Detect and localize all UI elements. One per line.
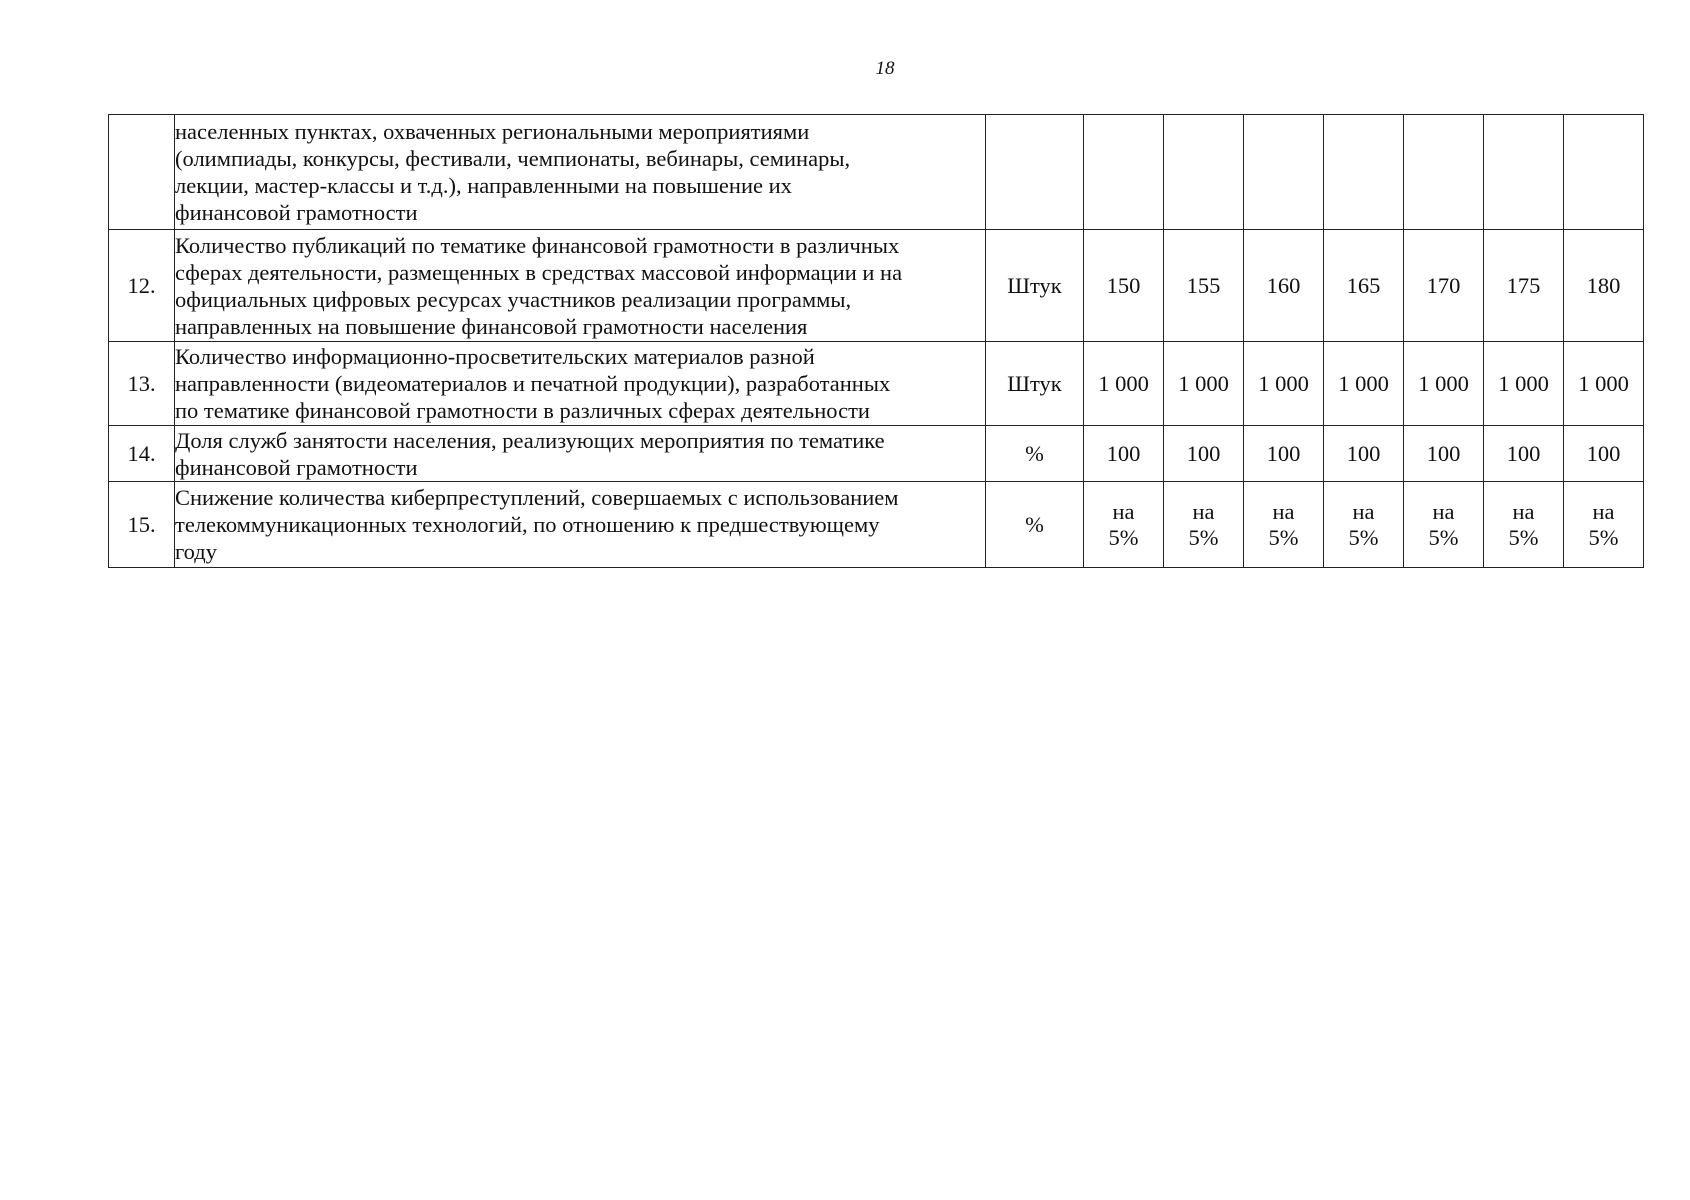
value-cell: 1 000 [1084,342,1164,426]
description-line: Количество публикаций по тематике финансовой грамотности в различных [175,232,900,258]
description-line: направленности (видеоматериалов и печатной продукции), разработанных [175,371,891,396]
indicator-description [175,426,986,482]
value-cell [1564,115,1644,230]
row-number: 14. [109,426,175,482]
value-cell: 100 [1244,426,1324,482]
row-number: 15. [109,482,175,568]
value-cell: 155 [1164,230,1244,342]
unit-cell: Штук [986,230,1084,342]
description-line: сферах деятельности, размещенных в средствах массовой информации и на [175,259,903,285]
table-row [109,342,1644,426]
value-line: на [1352,498,1375,524]
value-cell [1164,115,1244,230]
value-cell: 1 000 [1164,342,1244,426]
value-cell [1484,482,1564,568]
description-line: Снижение количества киберпреступлений, совершаемых с использованием [175,485,899,510]
page-number: 18 [875,58,895,79]
description-line: лекции, мастер-классы и т.д.), направленными на повышение их [175,173,792,198]
description-line: Доля служб занятости населения, реализующих мероприятия по тематике [175,427,885,453]
value-cell: 170 [1404,230,1484,342]
indicator-description [175,115,986,230]
value-cell: 100 [1324,426,1404,482]
indicators-table [108,114,1644,568]
unit-cell: Штук [986,342,1084,426]
value-cell: 165 [1324,230,1404,342]
value-cell: 150 [1084,230,1164,342]
description-line: (олимпиады, конкурсы, фестивали, чемпионаты, вебинары, семинары, [175,146,851,171]
description-line: направленных на повышение финансовой грамотности населения [175,313,808,339]
value-cell: 180 [1564,230,1644,342]
value-line: 5% [1508,524,1539,550]
description-line: телекоммуникационных технологий, по отношению к предшествующему [175,512,880,537]
value-line: на [1112,498,1135,524]
indicator-description [175,482,986,568]
value-cell: 100 [1484,426,1564,482]
value-line: на [1432,498,1455,524]
value-cell: 1 000 [1324,342,1404,426]
description-line: официальных цифровых ресурсах участников реализации программы, [175,286,852,312]
value-cell: 1 000 [1404,342,1484,426]
row-number: 13. [109,342,175,426]
unit-cell [986,115,1084,230]
value-cell: 100 [1404,426,1484,482]
table-row [109,230,1644,342]
value-line: 5% [1428,524,1459,550]
value-line: на [1272,498,1295,524]
description-line: населенных пунктах, охваченных региональными мероприятиями [175,119,810,144]
row-number [109,115,175,230]
value-cell [1244,482,1324,568]
value-line: 5% [1268,524,1299,550]
value-line: на [1512,498,1535,524]
value-cell: 1 000 [1244,342,1324,426]
description-line: по тематике финансовой грамотности в различных сферах деятельности [175,398,870,423]
value-cell [1564,482,1644,568]
value-line: на [1592,498,1615,524]
value-cell: 100 [1084,426,1164,482]
row-number: 12. [109,230,175,342]
unit-cell: % [986,482,1084,568]
description-line: году [175,539,217,564]
value-cell [1404,482,1484,568]
value-cell [1084,482,1164,568]
unit-cell: % [986,426,1084,482]
value-line: 5% [1348,524,1379,550]
value-cell: 175 [1484,230,1564,342]
table-row [109,482,1644,568]
table-row [109,426,1644,482]
value-cell: 100 [1164,426,1244,482]
value-cell: 100 [1564,426,1644,482]
value-cell [1404,115,1484,230]
value-line: 5% [1588,524,1619,550]
value-cell [1084,115,1164,230]
indicator-description [175,342,986,426]
value-line: на [1192,498,1215,524]
value-line: 5% [1108,524,1139,550]
description-line: финансовой грамотности [175,200,418,225]
description-line: финансовой грамотности [175,454,418,480]
value-cell: 160 [1244,230,1324,342]
indicator-description [175,230,986,342]
value-cell: 1 000 [1564,342,1644,426]
value-cell: 1 000 [1484,342,1564,426]
value-cell [1324,482,1404,568]
value-line: 5% [1188,524,1219,550]
table-row [109,115,1644,230]
value-cell [1324,115,1404,230]
value-cell [1164,482,1244,568]
value-cell [1484,115,1564,230]
value-cell [1244,115,1324,230]
description-line: Количество информационно-просветительских материалов разной [175,344,815,369]
